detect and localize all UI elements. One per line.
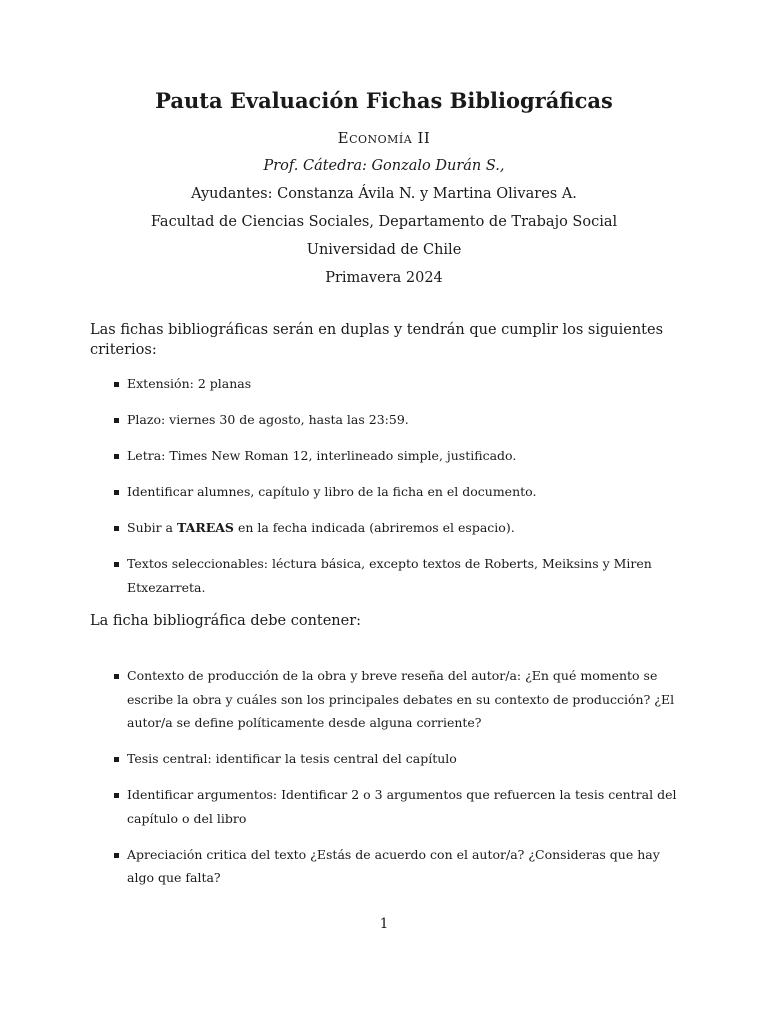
list-item-text: Identificar argumentos: Identificar 2 o 3 argumentos que refuercen la tesis central del capítulo o del libro (127, 787, 677, 826)
page-number: 1 (379, 916, 389, 932)
contents-intro: La ficha bibliográfica debe contener: (90, 613, 362, 629)
list-item (108, 552, 688, 599)
list-item (108, 664, 688, 735)
university-line: Universidad de Chile (306, 242, 462, 258)
faculty-line: Facultad de Ciencias Sociales, Departamento de Trabajo Social (150, 214, 618, 230)
list-item-text: Plazo: viernes 30 de agosto, hasta las 23:59. (127, 412, 409, 427)
list-item-text: Identificar alumnes, capítulo y libro de la ficha en el documento. (127, 484, 537, 499)
list-item-text: Apreciación critica del texto ¿Estás de acuerdo con el autor/a? ¿Consideras que hay algo que falta? (127, 846, 660, 885)
list-item-text: Extensión: 2 planas (127, 376, 252, 391)
list-item-text: Letra: Times New Roman 12, interlineado simple, justificado. (127, 448, 517, 463)
list-item-text: Tesis central: identificar la tesis central del capítulo (127, 751, 457, 766)
criteria-intro: Las fichas bibliográficas serán en duplas y tendrán que cumplir los siguientes criterios: (90, 322, 664, 358)
list-item (108, 747, 688, 771)
professor-line: Prof. Cátedra: Gonzalo Durán S., (263, 158, 505, 174)
list-item (108, 372, 688, 396)
list-item-text-bold: TAREAS (177, 520, 234, 535)
list-item-text-suffix: en la fecha indicada (abriremos el espacio). (233, 520, 515, 535)
list-item-text-prefix: Subir a (127, 520, 177, 535)
document-title: Pauta Evaluación Fichas Bibliográficas (155, 88, 613, 113)
list-item-text: Contexto de producción de la obra y breve reseña del autor/a: ¿En qué momento se escribe la obra y cuáles son los principales debates en su contexto de producción? ¿El autor/a se define políticamente desde alguna corriente? (127, 668, 675, 730)
list-item (108, 843, 688, 890)
criteria-list (108, 372, 688, 612)
list-item (108, 783, 688, 830)
list-item-text: Textos seleccionables: léctura básica, excepto textos de Roberts, Meiksins y Miren Etxezarreta. (127, 556, 652, 595)
list-item (108, 408, 688, 432)
list-item (108, 480, 688, 504)
list-item (108, 444, 688, 468)
term-line: Primavera 2024 (325, 270, 443, 286)
contents-list (108, 664, 688, 902)
assistants-line: Ayudantes: Constanza Ávila N. y Martina Olivares A. (191, 186, 577, 202)
list-item (108, 516, 688, 540)
document-header (0, 86, 768, 292)
course-name: Economía II (337, 129, 431, 147)
